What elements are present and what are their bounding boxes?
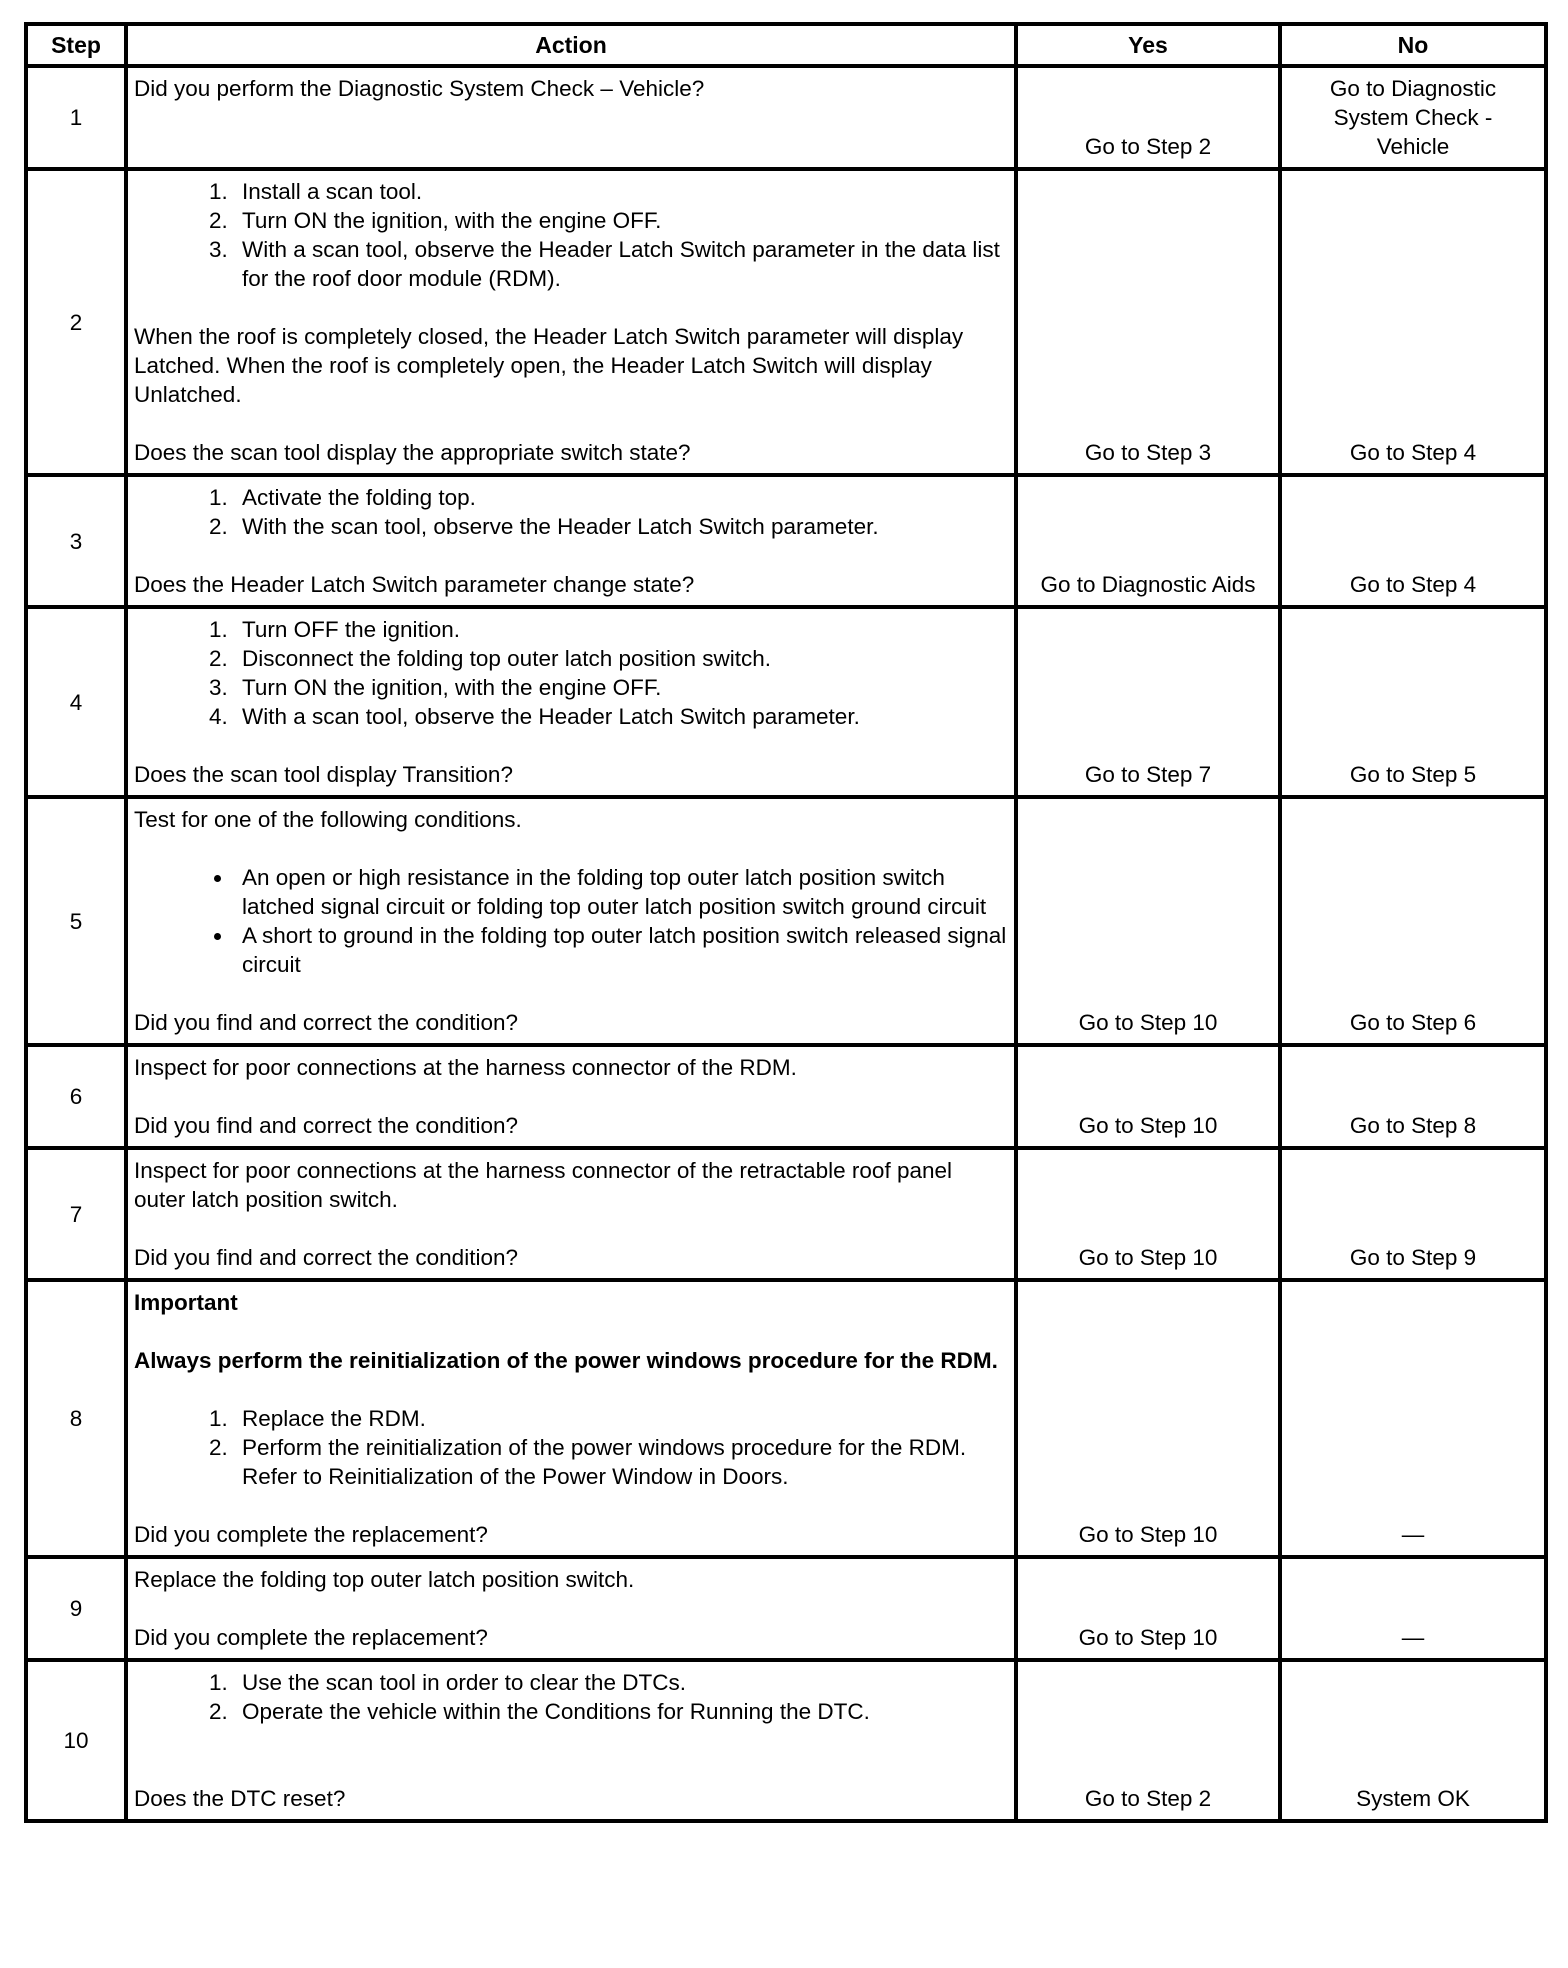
note-text: When the roof is completely closed, the Header Latch Switch parameter will display Latched. When the roof is completely open, the Header Latch Switch will display Unlatched. <box>134 324 964 407</box>
step-number: 8 <box>26 1280 126 1557</box>
yes-result: Go to Step 10 <box>1016 1148 1280 1280</box>
no-result: Go to Step 4 <box>1280 475 1546 607</box>
action-cell <box>126 475 1016 607</box>
question-text: Did you find and correct the condition? <box>134 1113 518 1138</box>
question-text: Did you find and correct the condition? <box>134 1245 518 1270</box>
intro-text: Replace the folding top outer latch position switch. <box>134 1567 635 1592</box>
condition-list <box>134 863 1008 979</box>
diagnostic-table-container <box>24 22 1544 1823</box>
header-yes: Yes <box>1016 24 1280 66</box>
no-result: Go to Step 9 <box>1280 1148 1546 1280</box>
list-item: 2. Disconnect the folding top outer latch position switch. <box>234 644 1008 673</box>
table-row <box>26 1148 1546 1280</box>
procedure-list <box>134 177 1008 293</box>
no-result: Go to Step 8 <box>1280 1045 1546 1148</box>
action-cell <box>126 797 1016 1045</box>
question-text: Does the Header Latch Switch parameter change state? <box>134 572 695 597</box>
question-text: Did you complete the replacement? <box>134 1522 488 1547</box>
action-cell <box>126 66 1016 169</box>
yes-result: Go to Step 7 <box>1016 607 1280 797</box>
step-number: 9 <box>26 1557 126 1660</box>
procedure-list <box>134 1668 1008 1726</box>
list-item: 4. With a scan tool, observe the Header Latch Switch parameter. <box>234 702 1008 731</box>
step-number: 7 <box>26 1148 126 1280</box>
action-cell <box>126 1557 1016 1660</box>
no-result: Go to Step 6 <box>1280 797 1546 1045</box>
list-item: 2. With the scan tool, observe the Header Latch Switch parameter. <box>234 512 1008 541</box>
yes-result: Go to Step 10 <box>1016 797 1280 1045</box>
list-item: 3. Turn ON the ignition, with the engine OFF. <box>234 673 1008 702</box>
step-number: 3 <box>26 475 126 607</box>
list-item: 1. Turn OFF the ignition. <box>234 615 1008 644</box>
list-item: 1. Activate the folding top. <box>234 483 1008 512</box>
action-cell <box>126 1280 1016 1557</box>
table-row <box>26 1557 1546 1660</box>
no-result: — <box>1280 1557 1546 1660</box>
list-item: • An open or high resistance in the folding top outer latch position switch latched signal circuit or folding top outer latch position switch ground circuit <box>234 863 1008 921</box>
no-result: Go to Step 4 <box>1280 169 1546 475</box>
list-item: 2. Perform the reinitialization of the power windows procedure for the RDM. Refer to Reinitialization of the Power Window in Doors. <box>234 1433 1008 1491</box>
table-row <box>26 797 1546 1045</box>
intro-text: Inspect for poor connections at the harness connector of the RDM. <box>134 1055 797 1080</box>
important-heading: Important <box>134 1290 238 1315</box>
step-number: 5 <box>26 797 126 1045</box>
table-row <box>26 1660 1546 1821</box>
yes-result: Go to Step 2 <box>1016 66 1280 169</box>
table-row <box>26 475 1546 607</box>
yes-result: Go to Step 10 <box>1016 1280 1280 1557</box>
step-number: 2 <box>26 169 126 475</box>
no-result: System OK <box>1280 1660 1546 1821</box>
question-text: Did you perform the Diagnostic System Check – Vehicle? <box>134 76 705 101</box>
list-item: • A short to ground in the folding top outer latch position switch released signal circuit <box>234 921 1008 979</box>
step-number: 1 <box>26 66 126 169</box>
action-cell <box>126 607 1016 797</box>
header-step: Step <box>26 24 126 66</box>
no-result: Go to Step 5 <box>1280 607 1546 797</box>
table-row <box>26 607 1546 797</box>
list-item: 3. With a scan tool, observe the Header Latch Switch parameter in the data list for the roof door module (RDM). <box>234 235 1008 293</box>
no-result: — <box>1280 1280 1546 1557</box>
action-cell <box>126 1148 1016 1280</box>
yes-result: Go to Step 10 <box>1016 1557 1280 1660</box>
procedure-list <box>134 1404 1008 1491</box>
list-item: 2. Operate the vehicle within the Conditions for Running the DTC. <box>234 1697 1008 1726</box>
procedure-list <box>134 615 1008 731</box>
question-text: Did you find and correct the condition? <box>134 1010 518 1035</box>
yes-result: Go to Step 10 <box>1016 1045 1280 1148</box>
list-item: 2. Turn ON the ignition, with the engine OFF. <box>234 206 1008 235</box>
step-number: 4 <box>26 607 126 797</box>
table-row <box>26 1045 1546 1148</box>
question-text: Did you complete the replacement? <box>134 1625 488 1650</box>
diagnostic-table <box>24 22 1548 1823</box>
intro-text: Test for one of the following conditions. <box>134 807 522 832</box>
header-action: Action <box>126 24 1016 66</box>
action-cell <box>126 1045 1016 1148</box>
yes-result: Go to Step 3 <box>1016 169 1280 475</box>
intro-text: Inspect for poor connections at the harness connector of the retractable roof panel outer latch position switch. <box>134 1158 952 1212</box>
header-no: No <box>1280 24 1546 66</box>
step-number: 10 <box>26 1660 126 1821</box>
table-row <box>26 66 1546 169</box>
important-text: Always perform the reinitialization of the power windows procedure for the RDM. <box>134 1348 998 1373</box>
step-number: 6 <box>26 1045 126 1148</box>
table-row <box>26 1280 1546 1557</box>
action-cell <box>126 169 1016 475</box>
table-row <box>26 169 1546 475</box>
no-result: Go to Diagnostic System Check - Vehicle <box>1280 66 1546 169</box>
yes-result: Go to Diagnostic Aids <box>1016 475 1280 607</box>
question-text: Does the DTC reset? <box>134 1786 346 1811</box>
action-cell <box>126 1660 1016 1821</box>
header-row <box>26 24 1546 66</box>
yes-result: Go to Step 2 <box>1016 1660 1280 1821</box>
question-text: Does the scan tool display the appropriate switch state? <box>134 440 691 465</box>
procedure-list <box>134 483 1008 541</box>
question-text: Does the scan tool display Transition? <box>134 762 513 787</box>
list-item: 1. Replace the RDM. <box>234 1404 1008 1433</box>
list-item: 1. Use the scan tool in order to clear the DTCs. <box>234 1668 1008 1697</box>
list-item: 1. Install a scan tool. <box>234 177 1008 206</box>
